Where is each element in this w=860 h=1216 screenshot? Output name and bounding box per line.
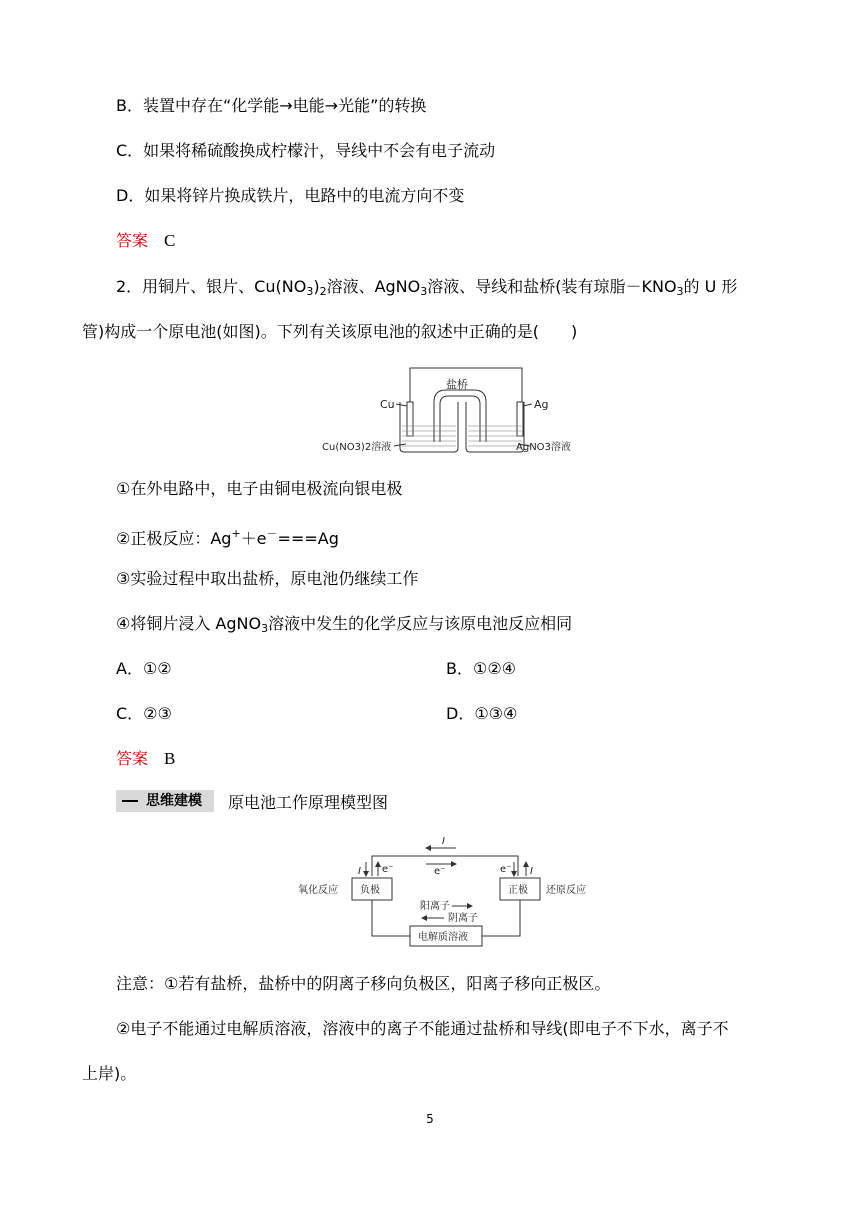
cu-label: Cu <box>380 398 395 411</box>
right-solution-label: AgNO3溶液 <box>516 442 571 453</box>
option-d: D．如果将锌片换成铁片，电路中的电流方向不变 <box>116 186 465 205</box>
answer-label: 答案 <box>116 231 149 250</box>
statement-3: ③实验过程中取出盐桥，原电池仍继续工作 <box>116 569 419 588</box>
cell-principle-diagram <box>296 832 608 952</box>
answer-2 <box>116 748 175 770</box>
choice-c: C．②③ <box>116 704 172 723</box>
left-solution-label: Cu(NO3)2溶液 <box>322 442 392 453</box>
ag-label: Ag <box>534 398 549 411</box>
answer-1 <box>116 230 175 252</box>
electrolyte-label: 电解质溶液 <box>418 932 468 943</box>
page-number: 5 <box>426 1112 434 1126</box>
statement-2 <box>116 523 339 550</box>
statement-4 <box>116 613 572 640</box>
q2-text-4: 溶液、导线和盐桥(装有琼脂－KNO <box>427 277 677 296</box>
statement-1: ①在外电路中，电子由铜电极流向银电极 <box>116 479 403 498</box>
s4-suffix: 溶液中发生的化学反应与该原电池反应相同 <box>268 614 573 633</box>
q2-sub-3: 3 <box>420 285 428 298</box>
choice-d: D．①③④ <box>446 704 518 723</box>
q2-text-5: 的 U 形 <box>683 277 738 296</box>
current-label-left: I <box>358 866 361 877</box>
q2-sub-2: 2 <box>319 285 327 298</box>
note-1: 注意：①若有盐桥，盐桥中的阴离子移向负极区，阳离子移向正极区。 <box>116 974 611 993</box>
current-label-top: I <box>442 836 445 847</box>
s4-sub: 3 <box>261 622 269 635</box>
s2-prefix: ②正极反应：Ag <box>116 529 232 548</box>
option-c: C．如果将稀硫酸换成柠檬汁，导线中不会有电子流动 <box>116 141 496 160</box>
left-beaker <box>400 402 458 452</box>
s4-prefix: ④将铜片浸入 AgNO <box>116 614 262 633</box>
choice-a: A．①② <box>116 659 172 678</box>
model-tag <box>116 790 214 812</box>
option-b: B．装置中存在“化学能→电能→光能”的转换 <box>116 96 427 115</box>
model-title: 原电池工作原理模型图 <box>228 793 389 812</box>
answer-value: C <box>164 231 176 250</box>
cation-label: 阳离子 <box>420 901 450 912</box>
current-label-right: I <box>530 866 533 877</box>
electron-label-top: e⁻ <box>434 866 446 877</box>
q2-sub-1: 3 <box>306 285 314 298</box>
q2-sub-4: 3 <box>676 285 684 298</box>
positive-label: 正极 <box>508 885 528 896</box>
note-2-line-1: ②电子不能通过电解质溶液，溶液中的离子不能通过盐桥和导线(即电子不下水，离子不 <box>116 1019 729 1038</box>
q2-text-1: 2．用铜片、银片、Cu(NO <box>116 277 307 296</box>
s2-sup-1: + <box>231 527 241 540</box>
electron-label-right: e⁻ <box>500 864 512 875</box>
salt-bridge-label: 盐桥 <box>446 378 468 391</box>
s2-sup-2: － <box>266 527 278 540</box>
reduction-label: 还原反应 <box>546 885 586 896</box>
electron-label-left: e⁻ <box>382 864 394 875</box>
salt-bridge-inner <box>440 396 480 442</box>
negative-label: 负极 <box>360 885 380 896</box>
q2-text-2: ) <box>313 277 320 296</box>
question-2-line-1 <box>116 276 737 303</box>
galvanic-cell-figure <box>318 364 578 460</box>
question-2-line-2: 管)构成一个原电池(如图)。下列有关该原电池的叙述中正确的是( ) <box>82 322 578 341</box>
note-2-line-2: 上岸)。 <box>82 1064 137 1083</box>
anion-label: 阴离子 <box>448 913 478 924</box>
tag-dash-icon <box>122 800 138 802</box>
s2-mid: ＋e <box>240 529 267 548</box>
q2-text-3: 溶液、AgNO <box>326 277 421 296</box>
s2-suffix: ===Ag <box>277 529 339 548</box>
answer-label: 答案 <box>116 749 149 768</box>
choice-b: B．①②④ <box>446 659 517 678</box>
answer-value: B <box>164 749 176 768</box>
model-tag-label: 思维建模 <box>146 793 202 809</box>
oxidation-label: 氧化反应 <box>298 885 338 896</box>
